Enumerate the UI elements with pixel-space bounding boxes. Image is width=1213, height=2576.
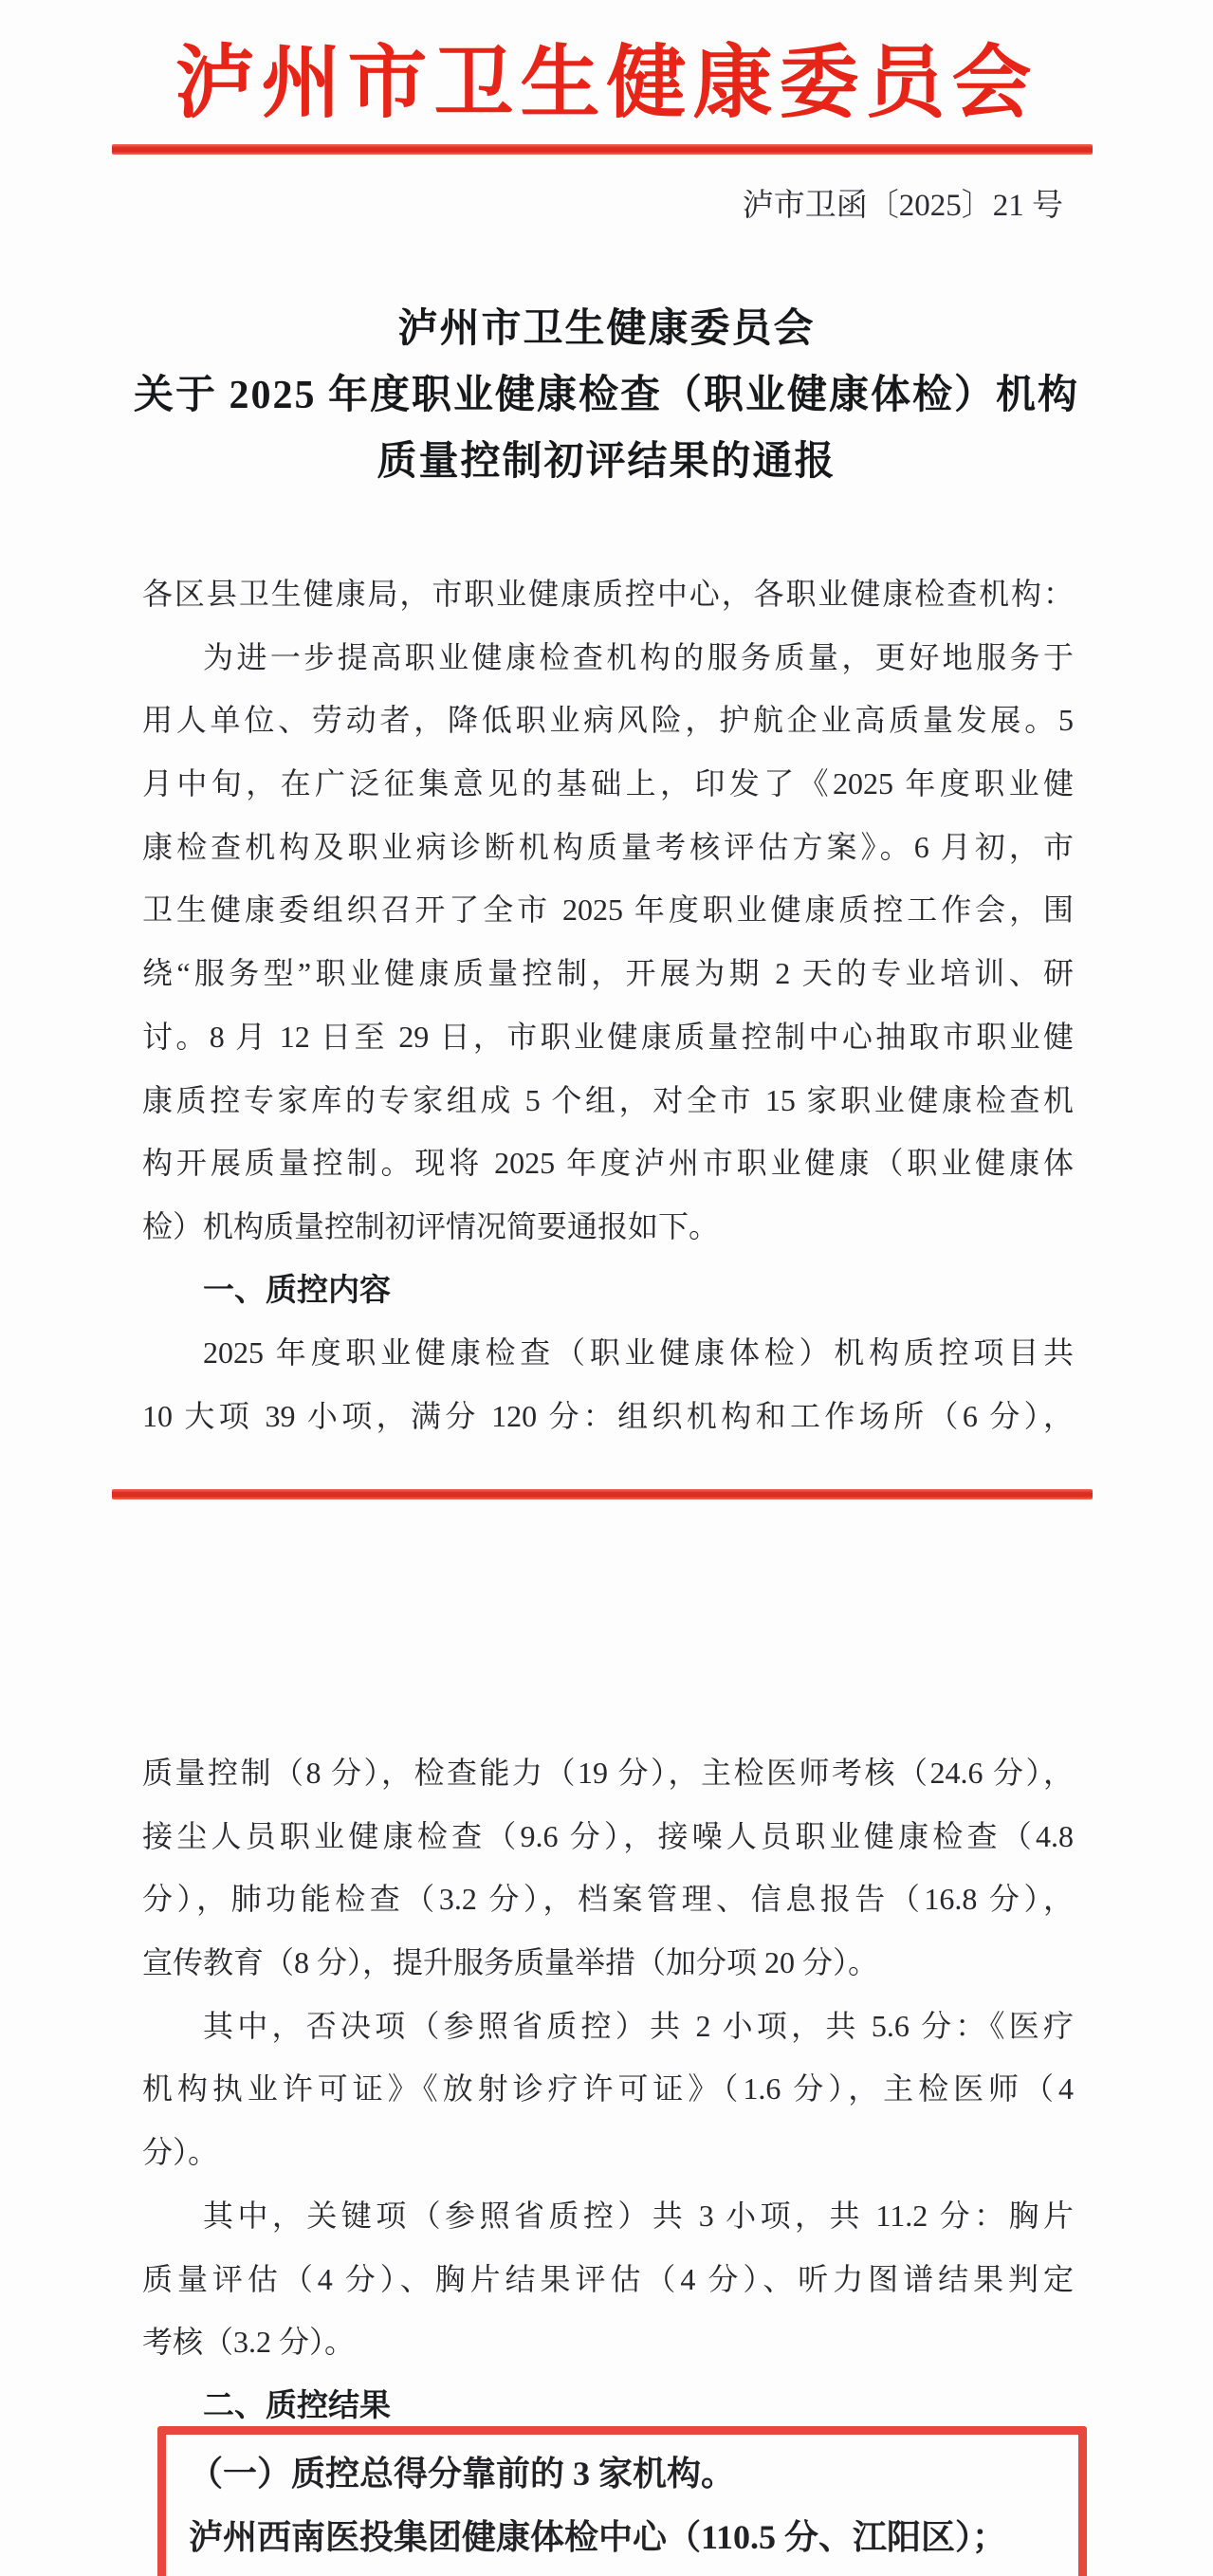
body-line: 接尘人员职业健康检查（9.6 分），接噪人员职业健康检查（4.8 — [142, 1818, 1074, 1853]
body-line: 构开展质量控制。现将 2025 年度泸州市职业健康（职业健康体 — [142, 1146, 1074, 1181]
body-page-1 — [142, 562, 1074, 1448]
body-page-2 — [142, 1741, 1074, 2438]
org-title: 泸州市卫生健康委员会 — [175, 40, 1038, 128]
highlight-line: （一）质控总得分靠前的 3 家机构。 — [189, 2455, 736, 2493]
body-line: 卫生健康委组织召开了全市 2025 年度职业健康质控工作会，围 — [142, 892, 1074, 928]
body-line: 其中，否决项（参照省质控）共 2 小项，共 5.6 分：《医疗 — [203, 2008, 1074, 2043]
document-title-line-3: 质量控制初评结果的通报 — [377, 440, 836, 484]
letterhead-rule — [112, 144, 1093, 155]
document-title-line-1: 泸州市卫生健康委员会 — [397, 307, 816, 351]
highlight-box — [157, 2426, 1087, 2576]
salutation-line: 各区县卫生健康局，市职业健康质控中心，各职业健康检查机构： — [142, 577, 1074, 611]
body-line: 质量控制（8 分），检查能力（19 分），主检医师考核（24.6 分）， — [142, 1756, 1074, 1790]
body-line: 绕“服务型”职业健康质量控制，开展为期 2 天的专业培训、研 — [142, 956, 1074, 991]
section-heading-2: 二、质控结果 — [203, 2386, 391, 2422]
body-line: 分）。 — [142, 2135, 219, 2170]
body-line: 讨。8 月 12 日至 29 日，市职业健康质量控制中心抽取市职业健 — [142, 1019, 1074, 1054]
body-line: 10 大项 39 小项，满分 120 分：组织机构和工作场所（6 分）， — [142, 1398, 1074, 1433]
body-line: 2025 年度职业健康检查（职业健康体检）机构质控项目共 — [203, 1335, 1074, 1371]
body-line: 宣传教育（8 分），提升服务质量举措（加分项 20 分）。 — [142, 1945, 879, 1980]
document-title-line-2: 关于 2025 年度职业健康检查（职业健康体检）机构 — [133, 374, 1079, 417]
body-line: 为进一步提高职业健康检查机构的服务质量，更好地服务于 — [203, 639, 1074, 674]
document-title — [0, 296, 1213, 495]
body-line: 其中，关键项（参照省质控）共 3 小项，共 11.2 分：胸片 — [203, 2198, 1074, 2233]
body-line: 分），肺功能检查（3.2 分），档案管理、信息报告（16.8 分）， — [142, 1882, 1074, 1917]
page-divider-rule — [112, 1489, 1093, 1500]
highlight-line: 泸州西南医投集团健康体检中心（110.5 分、江阳区）； — [189, 2518, 1007, 2556]
body-line: 机构执业许可证》《放射诊疗许可证》（1.6 分），主检医师（4 — [142, 2071, 1074, 2107]
doc-number: 泸市卫函〔2025〕21 号 — [742, 189, 1063, 223]
body-line: 康检查机构及职业病诊断机构质量考核评估方案》。6 月初，市 — [142, 829, 1074, 864]
body-line: 用人单位、劳动者，降低职业病风险，护航企业高质量发展。5 — [142, 703, 1074, 738]
body-line: 考核（3.2 分）。 — [142, 2325, 356, 2360]
section-heading-1: 一、质控内容 — [203, 1271, 391, 1307]
body-line: 康质控专家库的专家组成 5 个组，对全市 15 家职业健康检查机 — [142, 1082, 1074, 1117]
body-line: 月中旬，在广泛征集意见的基础上，印发了《2025 年度职业健 — [142, 766, 1074, 801]
body-line: 质量评估（4 分）、胸片结果评估（4 分）、听力图谱结果判定 — [142, 2261, 1074, 2296]
body-line: 检）机构质量控制初评情况简要通报如下。 — [142, 1208, 720, 1243]
